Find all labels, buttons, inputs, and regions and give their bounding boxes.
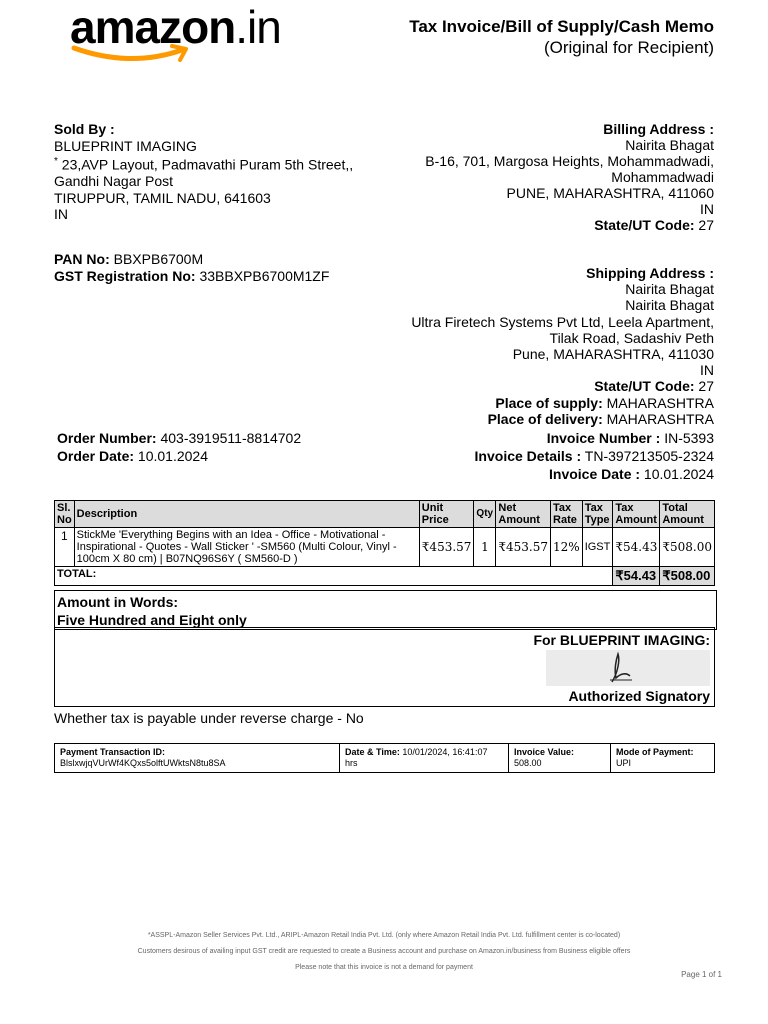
seller-name: BLUEPRINT IMAGING [54, 137, 197, 154]
authorized-signatory-label: Authorized Signatory [568, 688, 710, 704]
gst-value: 33BBXPB6700M1ZF [199, 268, 330, 284]
row-tax-amount: ₹54.43 [613, 528, 660, 567]
shipping-state-label: State/UT Code: [594, 378, 695, 395]
invoice-number-label: Invoice Number : [546, 430, 661, 446]
row-total-amount: ₹508.00 [660, 528, 715, 567]
shipping-name2: Nairita Bhagat [625, 297, 714, 314]
col-header: Unit Price [419, 501, 474, 528]
billing-line1: B-16, 701, Margosa Heights, Mohammadwadi, [425, 153, 714, 169]
payment-value-label: Invoice Value: [514, 747, 575, 757]
payment-datetime-suffix: hrs [345, 758, 358, 768]
total-label: TOTAL: [55, 567, 613, 586]
seller-label: Sold By : [54, 121, 115, 137]
logo-brand: amazon [70, 1, 236, 53]
table-header-row [55, 501, 715, 528]
shipping-block [374, 265, 714, 427]
shipping-line2: Tilak Road, Sadashiv Peth [549, 329, 714, 346]
col-header: Tax Amount [613, 501, 660, 528]
payment-mode: UPI [616, 758, 632, 768]
row-tax-rate: 12% [551, 528, 583, 567]
place-of-delivery-label: Place of delivery: [487, 410, 603, 427]
reverse-charge-note: Whether tax is payable under reverse charge - No [54, 710, 364, 726]
col-header: Sl. No [55, 501, 75, 528]
footer-line3: Please note that this invoice is not a demand for payment [295, 964, 473, 971]
table-row [55, 528, 715, 567]
seller-address-line1: 23,AVP Layout, Padmavathi Puram 5th Street,, [61, 156, 354, 173]
invoice-subtitle: (Original for Recipient) [543, 38, 714, 57]
signature-image [546, 650, 710, 686]
billing-label: Billing Address : [603, 121, 714, 137]
invoice-date-label: Invoice Date : [549, 466, 641, 482]
billing-name: Nairita Bhagat [625, 137, 714, 153]
shipping-line4: IN [700, 362, 714, 379]
place-of-supply-label: Place of supply: [495, 394, 603, 411]
amount-words-label: Amount in Words: [57, 594, 179, 610]
seller-address-line3: TIRUPPUR, TAMIL NADU, 641603 [54, 189, 271, 206]
billing-line2: Mohammadwadi [611, 169, 714, 185]
col-header: Total Amount [660, 501, 715, 528]
row-unit-price: ₹453.57 [419, 528, 474, 567]
signature-box [54, 627, 715, 707]
shipping-state-code: 27 [698, 378, 714, 395]
amount-words-value: Five Hundred and Eight only [57, 612, 247, 628]
page-number: Page 1 of 1 [681, 970, 722, 979]
payment-row [55, 744, 715, 773]
gst-label: GST Registration No: [54, 268, 196, 284]
shipping-line3: Pune, MAHARASHTRA, 411030 [512, 346, 714, 363]
invoice-details: TN-397213505-2324 [584, 448, 714, 464]
place-of-supply: MAHARASHTRA [606, 394, 714, 411]
pan-label: PAN No: [54, 251, 110, 267]
row-sl: 1 [55, 528, 75, 567]
items-table [54, 500, 715, 586]
seller-block [54, 121, 353, 223]
invoice-number: IN-5393 [664, 430, 714, 446]
footer-line2: Customers desirous of availing input GST credit are requested to create a Business account and purchase on Amazon.in/business from Business eligible offers [137, 948, 631, 955]
order-date: 10.01.2024 [137, 448, 208, 464]
row-tax-type: IGST [582, 528, 613, 567]
payment-table [54, 743, 715, 773]
seller-address-line4: IN [54, 206, 68, 223]
order-date-label: Order Date: [57, 448, 135, 464]
order-number: 403-3919511-8814702 [160, 430, 302, 446]
col-header: Qty [474, 501, 496, 528]
signature-for-label: For BLUEPRINT IMAGING: [533, 632, 710, 648]
col-header: Net Amount [496, 501, 551, 528]
seller-address-line2: Gandhi Nagar Post [54, 173, 174, 190]
place-of-delivery: MAHARASHTRA [606, 410, 714, 427]
payment-value: 508.00 [514, 758, 542, 768]
footer-line1: *ASSPL-Amazon Seller Services Pvt. Ltd., ARIPL-Amazon Retail India Pvt. Ltd. (only where Amazon Retail India Pvt. Ltd. fulfillment center is co-located) [147, 932, 621, 939]
order-number-label: Order Number: [57, 430, 157, 446]
amount-in-words-box [54, 590, 717, 630]
logo-suffix: .in [235, 1, 281, 53]
row-description: StickMe 'Everything Begins with an Idea - Office - Motivational - Inspirational - Quotes - Wall Sticker ' -SM560 (Multi Colour, Vinyl - 100cm X 80 cm) | B07NQ96S6Y ( SM560-D ) [74, 528, 419, 567]
order-block [57, 429, 301, 465]
row-qty: 1 [474, 528, 496, 567]
billing-line3: PUNE, MAHARASHTRA, 411060 [506, 185, 714, 201]
payment-txn-id: BlslxwjqVUrWf4KQxs5olftUWktsN8tu8SA [60, 758, 226, 768]
row-net-amount: ₹453.57 [496, 528, 551, 567]
total-row [55, 567, 715, 586]
invoice-title: Tax Invoice/Bill of Supply/Cash Memo [409, 17, 714, 36]
invoice-date: 10.01.2024 [643, 466, 714, 482]
col-header: Description [74, 501, 419, 528]
billing-state-code: 27 [698, 217, 714, 233]
col-header: Tax Rate [551, 501, 583, 528]
total-amount: ₹508.00 [660, 567, 715, 586]
payment-mode-label: Mode of Payment: [616, 747, 694, 757]
billing-state-label: State/UT Code: [594, 217, 695, 233]
shipping-name1: Nairita Bhagat [625, 281, 714, 298]
payment-datetime-label: Date & Time: [345, 747, 400, 757]
invoice-info-block [475, 429, 714, 483]
col-header: Tax Type [582, 501, 613, 528]
invoice-title-block [409, 16, 714, 58]
tax-ids-block [54, 251, 329, 285]
billing-line4: IN [700, 201, 714, 217]
shipping-label: Shipping Address : [586, 265, 714, 281]
pan-value: BBXPB6700M [113, 251, 204, 267]
total-tax: ₹54.43 [613, 567, 660, 586]
smile-arrow-icon [70, 42, 200, 64]
payment-datetime: 10/01/2024, 16:41:07 [402, 747, 488, 757]
billing-block [374, 121, 714, 233]
invoice-details-label: Invoice Details : [474, 448, 582, 464]
shipping-line1: Ultra Firetech Systems Pvt Ltd, Leela Apartment, [411, 313, 714, 330]
amazon-logo [70, 1, 300, 60]
asterisk: * [54, 156, 58, 167]
payment-txn-label: Payment Transaction ID: [60, 747, 166, 757]
